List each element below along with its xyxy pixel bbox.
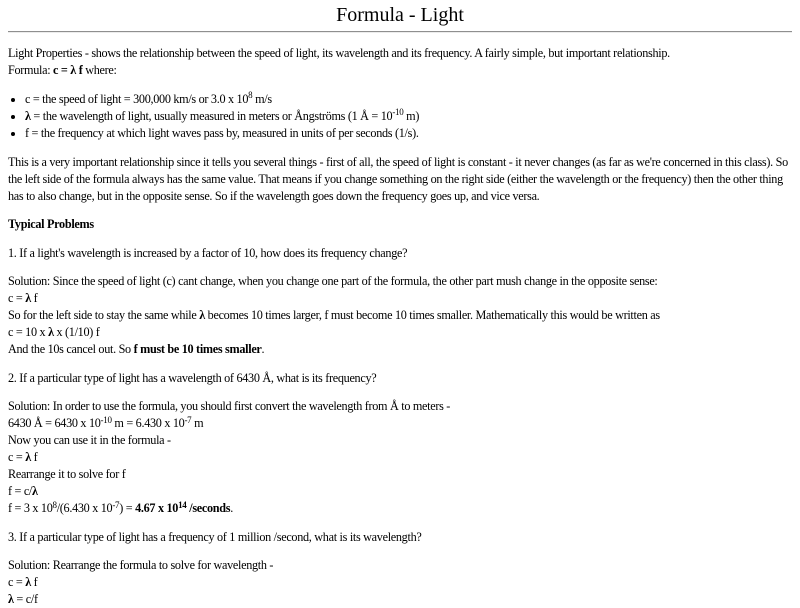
definition-item-c: • c = the speed of light = 300,000 km/s or 3.0 x $10^8$ m/s	[25, 91, 792, 108]
definition-item-lambda: • λ = the wavelength of light, usually measured in meters or Ångströms (1 Å = $10^{-10}$ m)	[25, 108, 792, 125]
problem1-solution: Solution: Since the speed of light (c) cant change, when you change one part of the formula, the other part mush change in the opposite sense: c = λ f So for the left side to stay the same while λ becomes 10 times larger, f must become 10 times smaller. Mathematically this would be written as c = 10 x λ x (1/10) f And the 10s cancel out. So f must be 10 times smaller.	[8, 274, 660, 356]
page-title: Formula - Light	[336, 4, 464, 26]
problem2-question: 2. If a particular type of light has a wavelength of 6430 Å, what is its frequency?	[8, 370, 377, 385]
title-divider	[8, 31, 792, 33]
problem1-question: 1. If a light's wavelength is increased by a factor of 10, how does its frequency change?	[8, 245, 408, 260]
document-page	[0, 4, 800, 608]
definitions-list	[8, 91, 792, 142]
definition-item-f: • f = the frequency at which light waves pass by, measured in units of per seconds (1/s).	[25, 125, 792, 142]
problem3-solution: Solution: Rearrange the formula to solve for wavelength - c = λ f λ = c/f	[8, 558, 274, 606]
typical-problems-heading: Typical Problems	[8, 217, 94, 231]
problem3-question: 3. If a particular type of light has a frequency of 1 million /second, what is its wavelength?	[8, 529, 422, 544]
problem2-solution: Solution: In order to use the formula, you should first convert the wavelength from Å to meters - 6430 Å = 6430 x $10^{-10}$ m = 6.430 x $10^{-7}$ m Now you can use it in the formula - c = λ f Rearrange it to solve for f f = c/λ f = 3 x $10^8/(6.430$ x $10^{-7}) = 4.67$ x $10^{14}$ /seconds.	[8, 399, 451, 515]
explanation-paragraph: This is a very important relationship since it tells you several things - first of all, the speed of light is constant - it never changes (as far as we're concerned in this class). So the left side of the formula always has the same value. That means if you change something on the right side (either the wavelength or the frequency) then the other thing has to also change, but in the opposite sense. So if the wavelength goes down the frequency goes up, and vice versa.	[8, 154, 788, 203]
intro-paragraph: Light Properties - shows the relationship between the speed of light, its wavelength and its frequency. A fairly simple, but important relationship. Formula: c = λ f where:	[8, 45, 670, 77]
